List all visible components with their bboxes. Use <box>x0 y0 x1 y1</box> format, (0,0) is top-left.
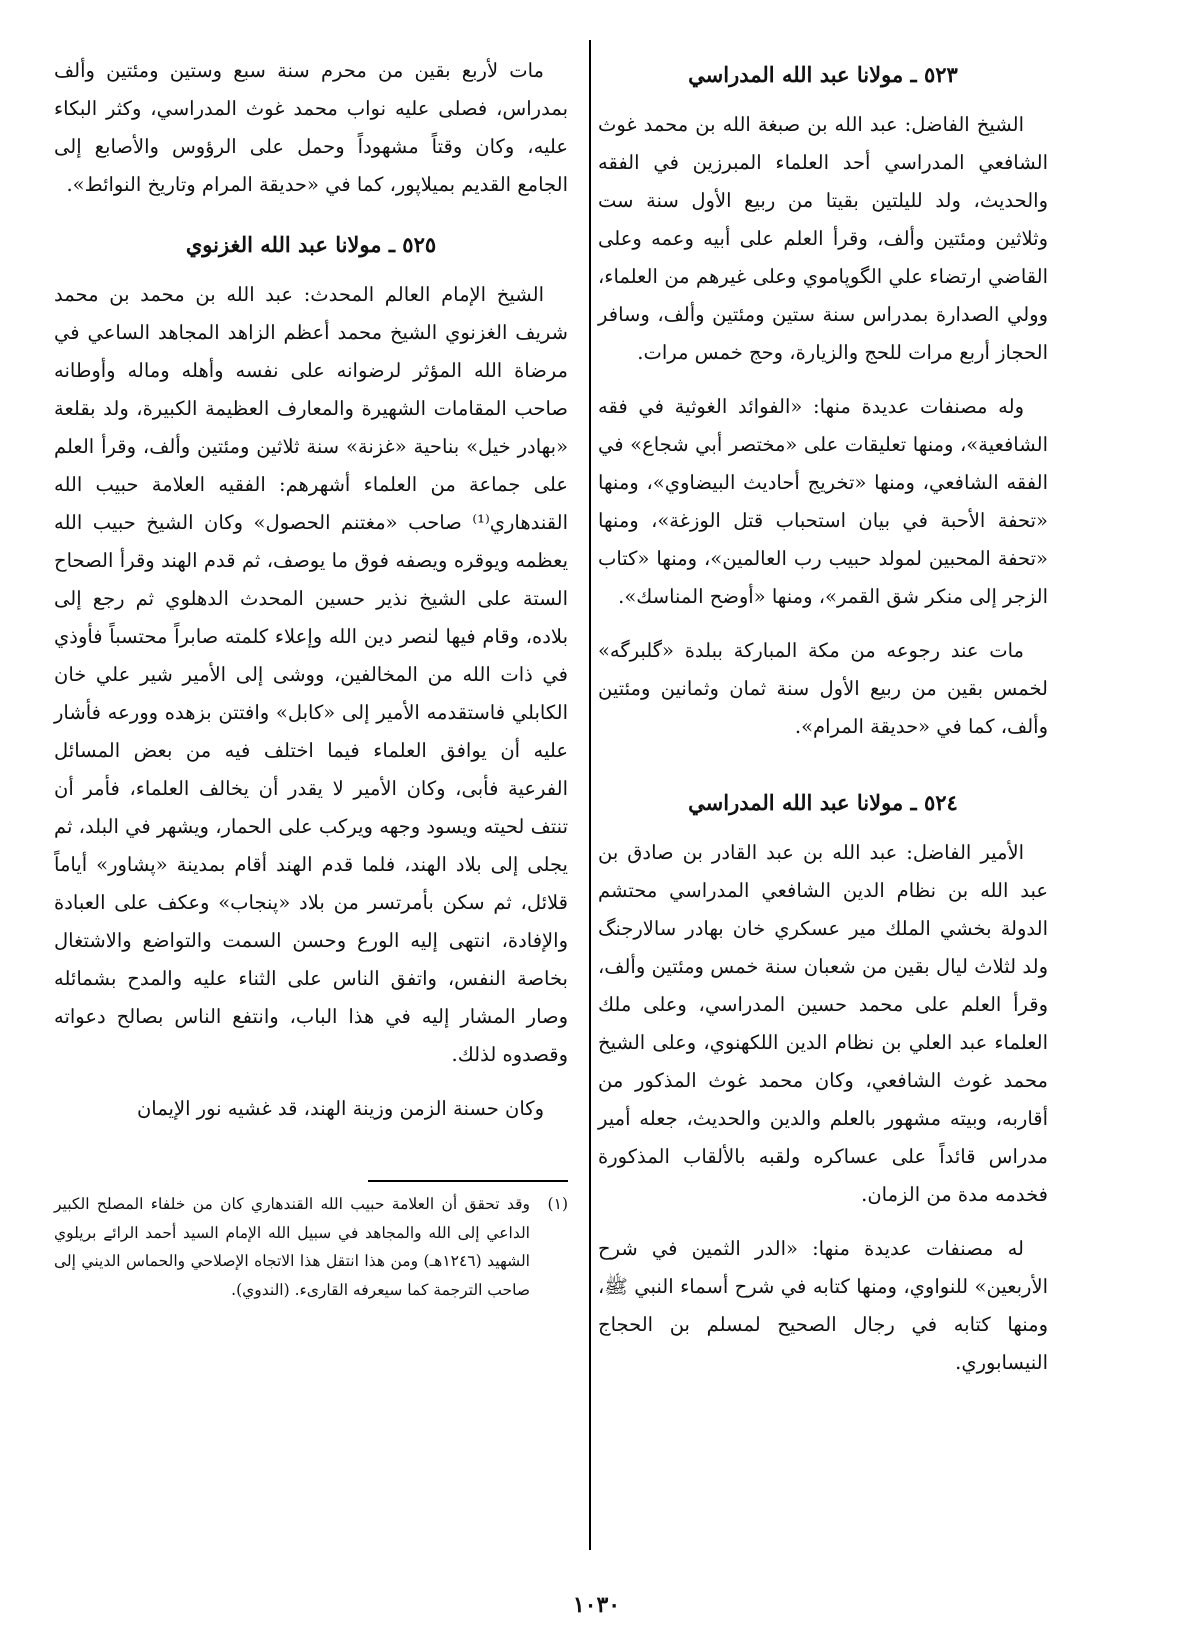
footnote-marker: (١) <box>547 1195 568 1213</box>
footnote <box>54 1190 568 1304</box>
footnote-text: وقد تحقق أن العلامة حبيب الله القندهاري كان من خلفاء المصلح الكبير الداعي إلى الله والمجاهد في سبيل الله الإمام السيد أحمد الرائے بريلوي الشهيد (١٢٤٦هـ) ومن هذا انتقل هذا الاتجاه الإصلاحي والحماس الديني إلى صاحب الترجمة كما سيعرفه القارىء. (الندوي). <box>54 1195 530 1299</box>
left-column <box>54 52 568 1304</box>
entry-523-paragraph: وله مصنفات عديدة منها: «الفوائد الغوثية في فقه الشافعية»، ومنها تعليقات على «مختصر أبي شجاع» في الفقه الشافعي، ومنها «تخريج أحاديث البيضاوي»، ومنها «تحفة الأحبة في بيان استحباب قتل الوزغة»، ومنها «تحفة المحبين لمولد حبيب رب العالمين»، ومنها «كتاب الزجر إلى منكر شق القمر»، ومنها «أوضح المناسك». <box>598 395 1048 608</box>
entry-525-heading: ٥٢٥ ـ مولانا عبد الله الغزنوي <box>185 232 437 257</box>
column-divider <box>589 40 591 1550</box>
entry-523-paragraph: مات عند رجوعه من مكة المباركة ببلدة «گلبرگه» لخمس بقين من ربيع الأول سنة ثمان وثمانين ومئتين وألف، كما في «حديقة المرام». <box>598 639 1048 738</box>
entry-525-paragraph: وكان حسنة الزمن وزينة الهند، قد غشيه نور الإيمان <box>136 1097 544 1120</box>
entry-523-heading: ٥٢٣ ـ مولانا عبد الله المدراسي <box>688 62 958 87</box>
entry-524-paragraph: له مصنفات عديدة منها: «الدر الثمين في شرح الأربعين» للنواوي، ومنها كتابه في شرح أسماء النبي ﷺ، ومنها كتابه في رجال الصحيح لمسلم بن الحجاج النيسابوري. <box>598 1237 1048 1374</box>
continuation-paragraph: مات لأربع بقين من محرم سنة سبع وستين ومئتين وألف بمدراس، فصلى عليه نواب محمد غوث المدراسي، وكثر البكاء عليه، وكان وقتاً مشهوداً وحمل على الرؤوس والأصابع إلى الجامع القديم بميلاپور، كما في «حديقة المرام وتاريخ النوائط». <box>54 59 568 196</box>
footnote-separator <box>368 1180 568 1182</box>
entry-524-heading: ٥٢٤ ـ مولانا عبد الله المدراسي <box>688 790 958 815</box>
page-number: ١٠٣٠ <box>572 1592 621 1618</box>
right-column <box>598 52 1048 1398</box>
entry-524-paragraph: الأمير الفاضل: عبد الله بن عبد القادر بن صادق بن عبد الله بن نظام الدين الشافعي المدراسي محتشم الدولة بخشي الملك مير عسكري خان بهادر سالارجنگ ولد لثلاث ليال بقين من شعبان سنة خمس ومئتين وألف، وقرأ العلم على محمد حسين المدراسي، وعلى ملك العلماء عبد العلي بن نظام الدين اللكهنوي، وعلى الشيخ محمد غوث الشافعي، وكان محمد غوث المذكور من أقاربه، وبيته مشهور بالعلم والدين والحديث، جعله أمير مدراس قائداً على عساكره ولقبه بالألقاب المذكورة فخدمه مدة من الزمان. <box>598 841 1048 1206</box>
entry-523-paragraph: الشيخ الفاضل: عبد الله بن صبغة الله بن محمد غوث الشافعي المدراسي أحد العلماء المبرزين في الفقه والحديث، ولد لليلتين بقيتا من ربيع الأول سنة ست وثلاثين ومئتين وألف، وقرأ العلم على أبيه وعمه وعلى القاضي ارتضاء علي الگوپاموي وعلى غيرهم من العلماء، وولي الصدارة بمدراس سنة ستين ومئتين وألف، وسافر الحجاز أربع مرات للحج والزيارة، وحج خمس مرات. <box>598 113 1048 364</box>
entry-525-paragraph: الشيخ الإمام العالم المحدث: عبد الله بن محمد بن محمد شريف الغزنوي الشيخ محمد أعظم الزاهد المجاهد الساعي في مرضاة الله المؤثر لرضوانه على نفسه وأهله وماله وأوطانه صاحب المقامات الشهيرة والمعارف العظيمة الكبيرة، ولد بقلعة «بهادر خيل» بناحية «غزنة» سنة ثلاثين ومئتين وألف، وقرأ العلم على جماعة من العلماء أشهرهم: الفقيه العلامة حبيب الله القندهاري⁽¹⁾ صاحب «مغتنم الحصول» وكان الشيخ حبيب الله يعظمه ويوقره ويصفه فوق ما يوصف، ثم قدم الهند وقرأ الصحاح الستة على الشيخ نذير حسين المحدث الدهلوي ثم رجع إلى بلاده، وقام فيها لنصر دين الله وإعلاء كلمته صابراً محتسباً فأوذي في ذات الله من المخالفين، ووشى إلى الأمير شير علي خان الكابلي فاستقدمه الأمير إلى «كابل» وافتتن بزهده وورعه فأشار عليه أن يوافق العلماء فيما اختلف فيه من بعض المسائل الفرعية فأبى، وكان الأمير لا يقدر أن يخالف العلماء، فأمر أن تنتف لحيته ويسود وجهه ويركب على الحمار، ويشهر في البلد، ثم يجلى إلى بلاد الهند، فلما قدم الهند أقام بمدينة «پشاور» أياماً قلائل، ثم سكن بأمرتسر من بلاد «پنجاب» وعكف على العبادة والإفادة، انتهى إليه الورع وحسن السمت والتواضع والاشتغال بخاصة النفس، واتفق الناس على الثناء عليه والمدح بشمائله وصار المشار إليه في هذا الباب، وانتفع الناس بصالح دعواته وقصدوه لذلك. <box>54 283 568 1066</box>
